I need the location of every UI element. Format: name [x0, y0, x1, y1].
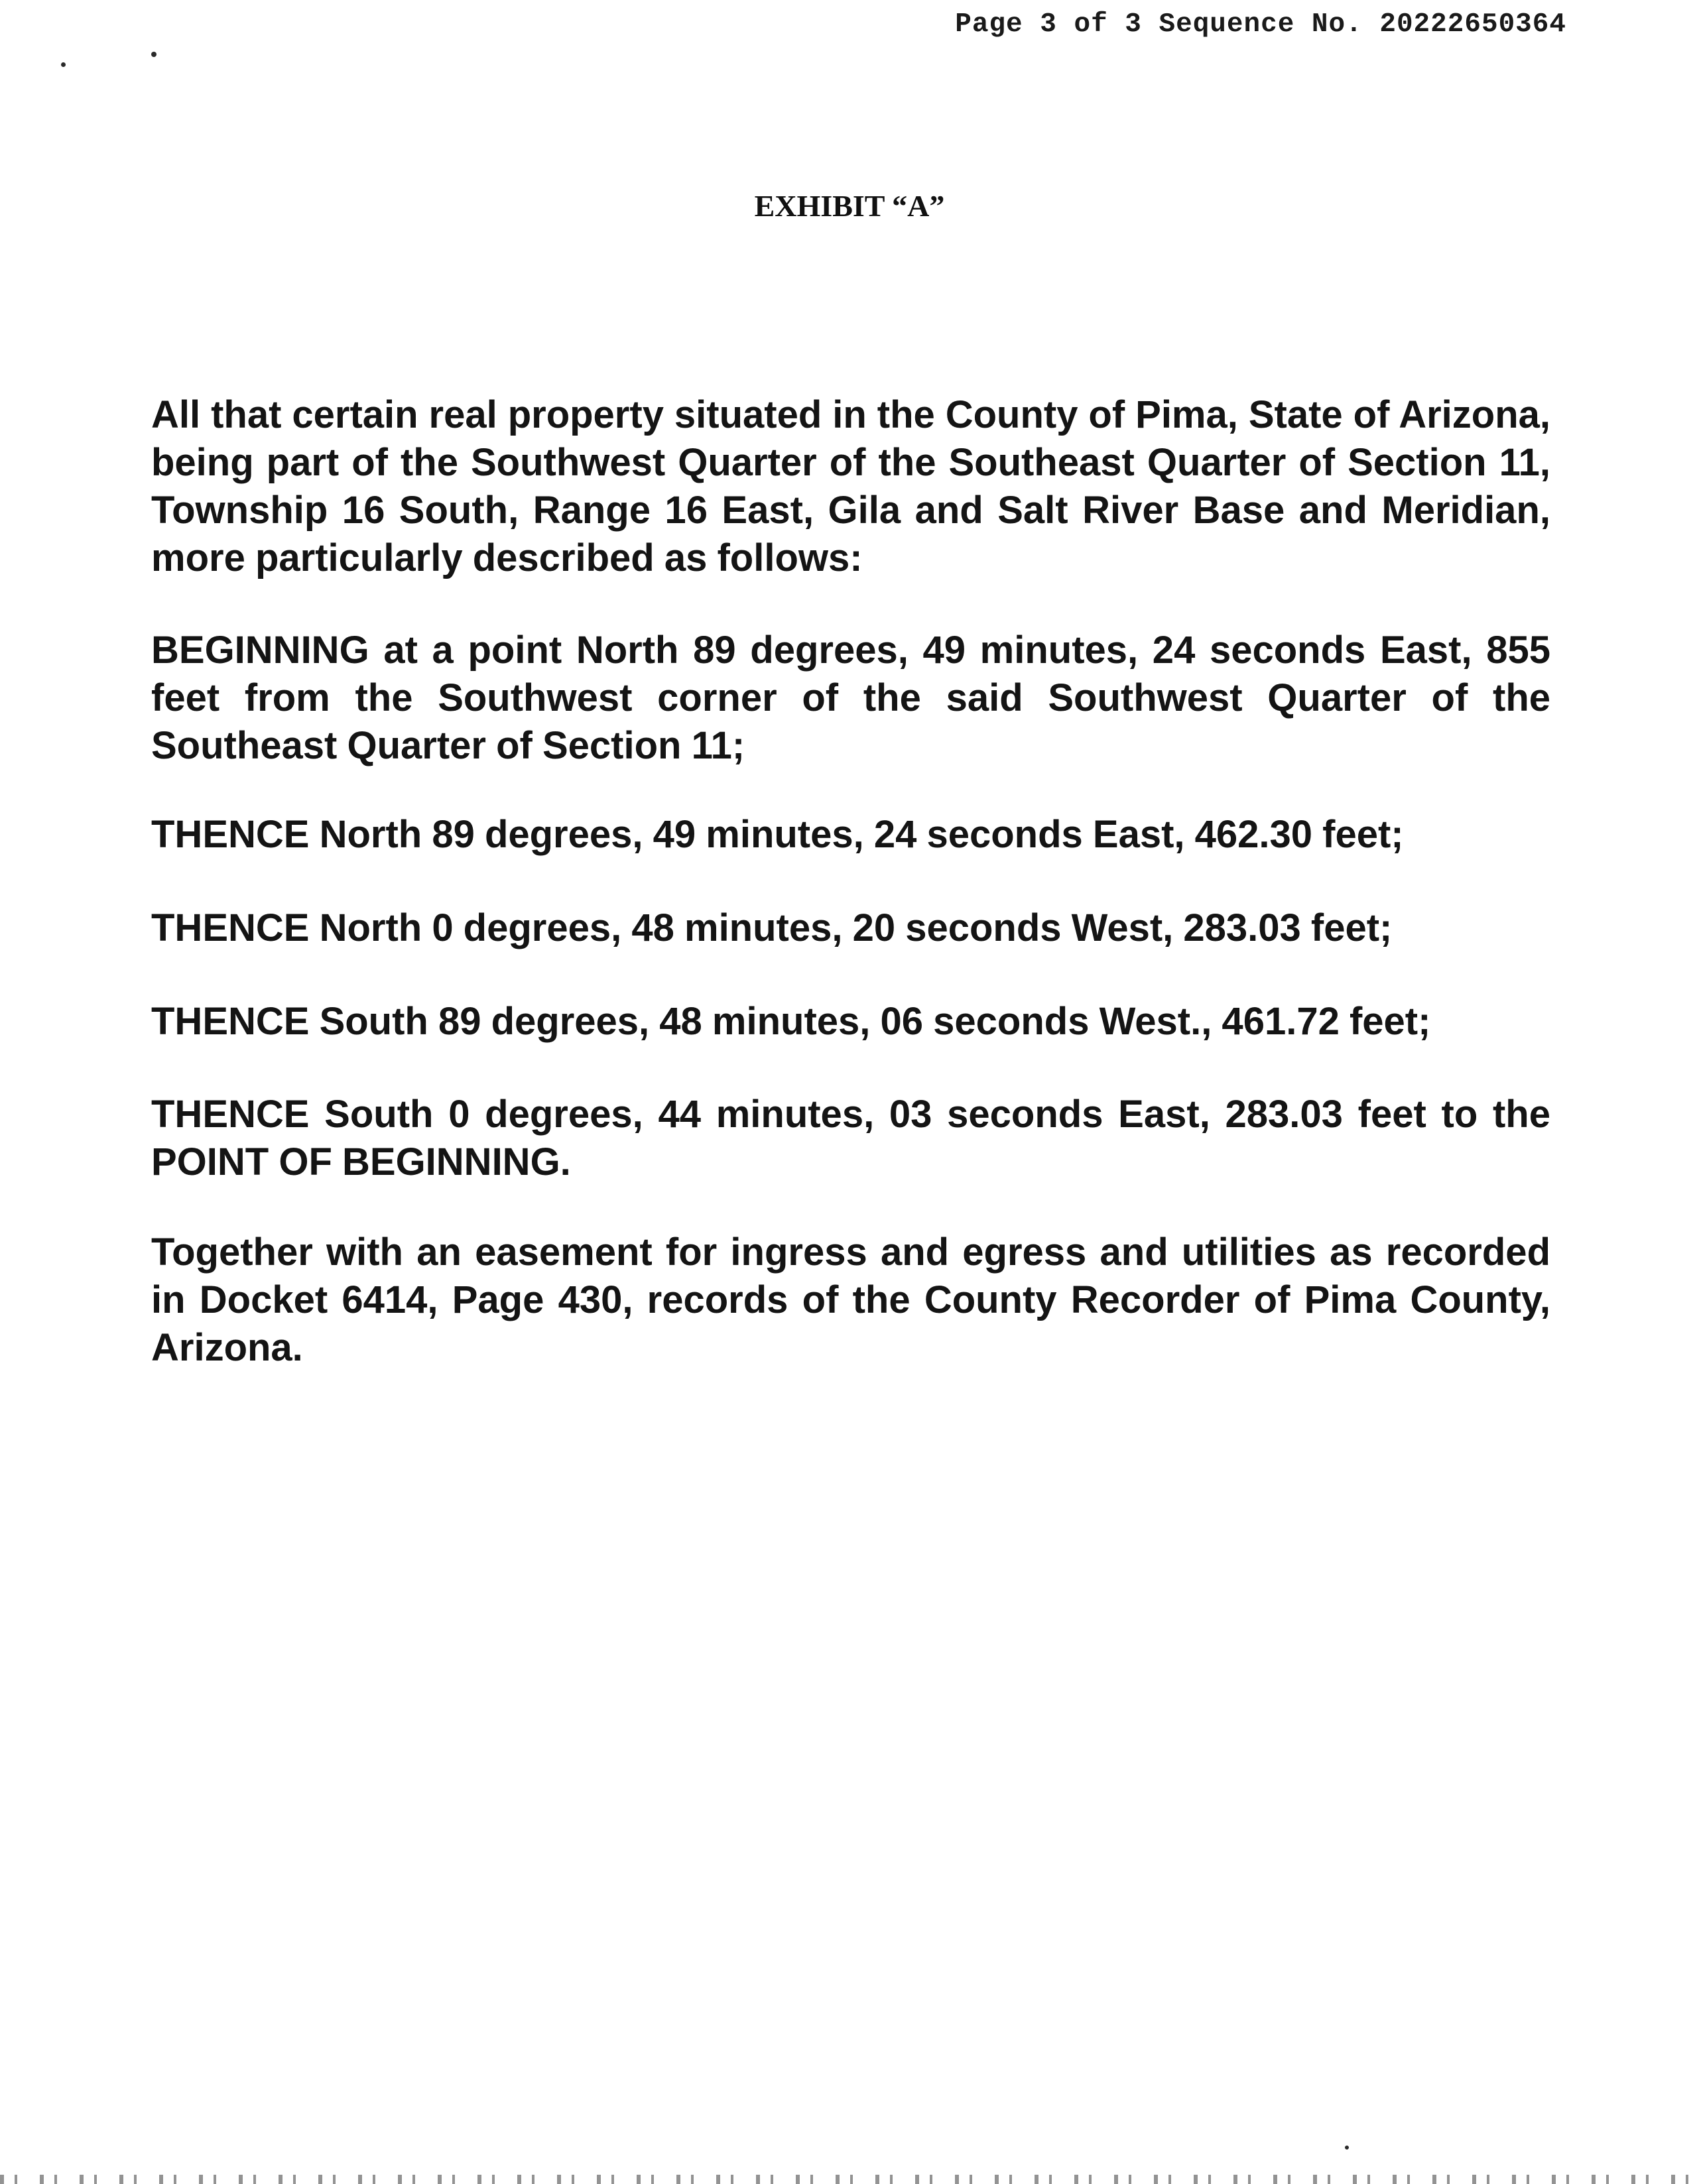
scan-speck [1345, 2146, 1349, 2150]
course-paragraph: THENCE North 0 degrees, 48 minutes, 20 seconds West, 283.03 feet; [151, 906, 1393, 949]
course-paragraph: THENCE South 89 degrees, 48 minutes, 06 seconds West., 461.72 feet; [151, 1000, 1431, 1043]
course-paragraph: THENCE North 89 degrees, 49 minutes, 24 seconds East, 462.30 feet; [151, 813, 1404, 856]
closing-course-paragraph: THENCE South 0 degrees, 44 minutes, 03 seconds East, 283.03 feet to the POINT OF BEGINNING. [151, 1093, 1550, 1183]
easement-paragraph: Together with an easement for ingress and egress and utilities as recorded in Docket 6414, Page 430, records of the County Recorder of Pima County, Arizona. [151, 1231, 1550, 1369]
property-description-paragraph: All that certain real property situated in the County of Pima, State of Arizona, being part of the Southwest Quarter of the Southeast Quarter of Section 11, Township 16 South, Range 16 East, Gila and Salt River Base and Meridian, more particularly described as follows: [151, 393, 1550, 579]
exhibit-title: EXHIBIT “A” [754, 189, 945, 223]
scan-speck [151, 52, 157, 57]
page-sequence-header: Page 3 of 3 Sequence No. 20222650364 [955, 9, 1566, 40]
scan-edge-artifact [0, 2175, 1699, 2184]
beginning-point-paragraph: BEGINNING at a point North 89 degrees, 49 minutes, 24 seconds East, 855 feet from the Southwest corner of the said Southwest Quarter of the Southeast Quarter of Section 11; [151, 629, 1550, 767]
scan-speck [61, 62, 66, 67]
